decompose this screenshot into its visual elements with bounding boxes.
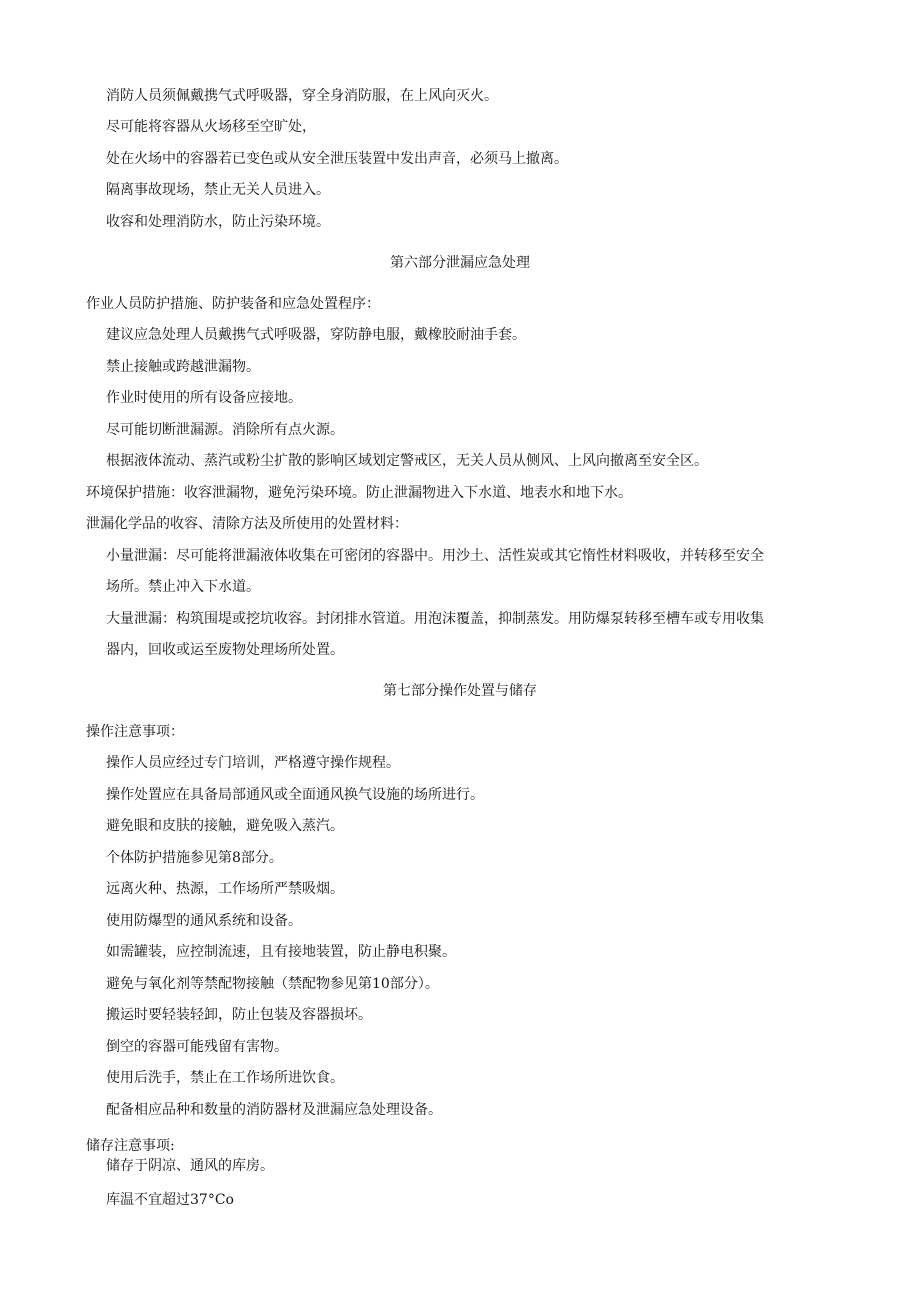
section-6-title: 第六部分泄漏应急处理 [390,255,530,271]
paragraph: 尽可能切断泄漏源。消除所有点火源。 [106,422,344,438]
paragraph: 使用防爆型的通风系统和设备。 [106,913,302,929]
environment-measures: 环境保护措施：收容泄漏物，避免污染环境。防止泄漏物进入下水道、地表水和地下水。 [86,485,632,501]
large-spill-line: 大量泄漏：构筑围堤或挖坑收容。封闭排水管道。用泡沫覆盖，抑制蒸发。用防爆泵转移至槽车或专用收集 [106,611,764,627]
paragraph: 建议应急处理人员戴携气式呼吸器，穿防静电服，戴橡胶耐油手套。 [106,327,526,343]
paragraph: 隔离事故现场，禁止无关人员进入。 [106,182,330,198]
paragraph: 操作处置应在具备局部通风或全面通风换气设施的场所进行。 [106,787,484,803]
operation-heading: 操作注意事项： [86,724,184,740]
paragraph: 如需罐装，应控制流速，且有接地装置，防止静电积聚。 [106,944,456,960]
small-spill-line: 场所。禁止冲入下水道。 [106,579,260,595]
paragraph: 倒空的容器可能残留有害物。 [106,1039,288,1055]
paragraph: 配备相应品种和数量的消防器材及泄漏应急处理设备。 [106,1102,442,1118]
cleanup-heading: 泄漏化学品的收容、清除方法及所使用的处置材料： [86,516,408,532]
paragraph: 消防人员须佩戴携气式呼吸器，穿全身消防服，在上风向灭火。 [106,88,498,104]
paragraph: 根据液体流动、蒸汽或粉尘扩散的影响区域划定警戒区，无关人员从侧风、上风向撤离至安全区。 [106,453,708,469]
paragraph: 避免与氧化剂等禁配物接触（禁配物参见第10部分）。 [106,976,439,992]
paragraph: 操作人员应经过专门培训，严格遵守操作规程。 [106,755,400,771]
paragraph: 尽可能将容器从火场移至空旷处， [106,119,316,135]
paragraph: 远离火种、热源，工作场所严禁吸烟。 [106,881,344,897]
paragraph: 库温不宜超过37°Co [106,1192,234,1208]
paragraph: 作业时使用的所有设备应接地。 [106,390,302,406]
large-spill-line: 器内，回收或运至废物处理场所处置。 [106,642,344,658]
paragraph: 储存于阴凉、通风的库房。 [106,1158,274,1174]
paragraph: 个体防护措施参见第8部分。 [106,850,283,866]
paragraph: 禁止接触或跨越泄漏物。 [106,359,260,375]
paragraph: 收容和处理消防水，防止污染环境。 [106,214,330,230]
section-7-title: 第七部分操作处置与储存 [383,683,537,699]
paragraph: 搬运时要轻装轻卸，防止包装及容器损坏。 [106,1007,372,1023]
storage-heading: 储存注意事项: [86,1138,175,1154]
personnel-heading: 作业人员防护措施、防护装备和应急处置程序： [86,296,380,312]
paragraph: 避免眼和皮肤的接触，避免吸入蒸汽。 [106,818,344,834]
small-spill-line: 小量泄漏：尽可能将泄漏液体收集在可密闭的容器中。用沙土、活性炭或其它惰性材料吸收，并转移至安全 [106,548,764,564]
paragraph: 使用后洗手，禁止在工作场所进饮食。 [106,1070,344,1086]
paragraph: 处在火场中的容器若已变色或从安全泄压装置中发出声音，必须马上撤离。 [106,151,568,167]
